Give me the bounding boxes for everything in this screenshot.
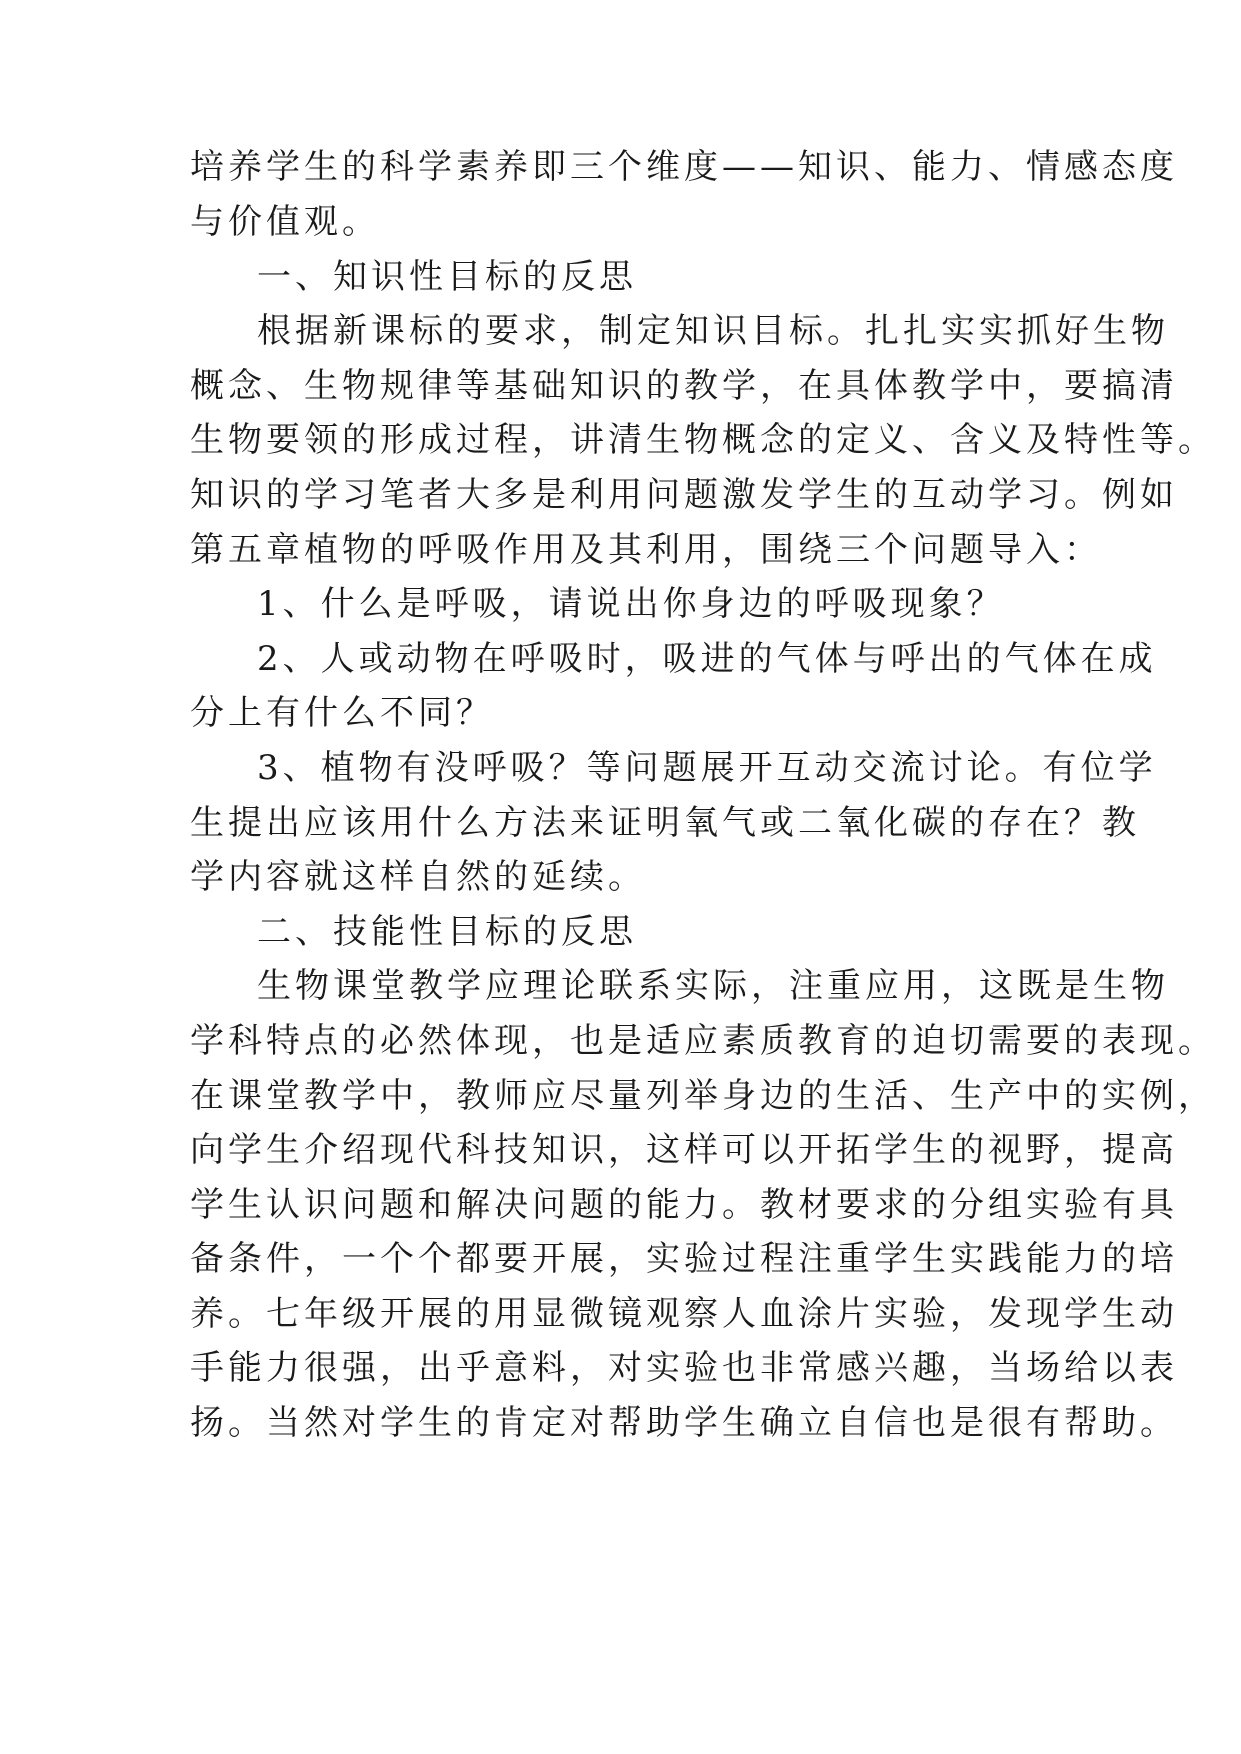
text-line: 手能力很强，出乎意料，对实验也非常感兴趣，当场给以表 [190,1348,1178,1388]
text-line: 学科特点的必然体现，也是适应素质教育的迫切需要的表现。 [190,1021,1216,1061]
text-line: 生物课堂教学应理论联系实际，注重应用，这既是生物 [257,966,1169,1006]
section-heading: 二、技能性目标的反思 [257,912,637,952]
text-line: 在课堂教学中，教师应尽量列举身边的生活、生产中的实例， [190,1076,1216,1116]
list-item: 3、植物有没呼吸？等问题展开互动交流讨论。有位学 [257,748,1157,788]
text-line: 养。七年级开展的用显微镜观察人血涂片实验，发现学生动 [190,1294,1178,1334]
text-line: 扬。当然对学生的肯定对帮助学生确立自信也是很有帮助。 [190,1403,1178,1443]
text-line: 备条件，一个个都要开展，实验过程注重学生实践能力的培 [190,1239,1178,1279]
text-line: 向学生介绍现代科技知识，这样可以开拓学生的视野，提高 [190,1130,1178,1170]
text-line: 学内容就这样自然的延续。 [190,857,646,897]
text-line: 生提出应该用什么方法来证明氧气或二氧化碳的存在？教 [190,803,1140,843]
text-line: 根据新课标的要求，制定知识目标。扎扎实实抓好生物 [257,311,1169,351]
text-line: 学生认识问题和解决问题的能力。教材要求的分组实验有具 [190,1185,1178,1225]
text-line: 第五章植物的呼吸作用及其利用，围绕三个问题导入： [190,530,1102,570]
list-item: 1、什么是呼吸，请说出你身边的呼吸现象？ [257,584,1005,624]
text-line: 概念、生物规律等基础知识的教学，在具体教学中，要搞清 [190,366,1178,406]
text-line: 分上有什么不同？ [190,693,494,733]
text-line: 与价值观。 [190,202,380,242]
section-heading: 一、知识性目标的反思 [257,257,637,297]
list-item: 2、人或动物在呼吸时，吸进的气体与呼出的气体在成 [257,639,1157,679]
text-line: 培养学生的科学素养即三个维度——知识、能力、情感态度 [190,147,1178,187]
text-line: 知识的学习笔者大多是利用问题激发学生的互动学习。例如 [190,475,1178,515]
text-line: 生物要领的形成过程，讲清生物概念的定义、含义及特性等。 [190,420,1216,460]
